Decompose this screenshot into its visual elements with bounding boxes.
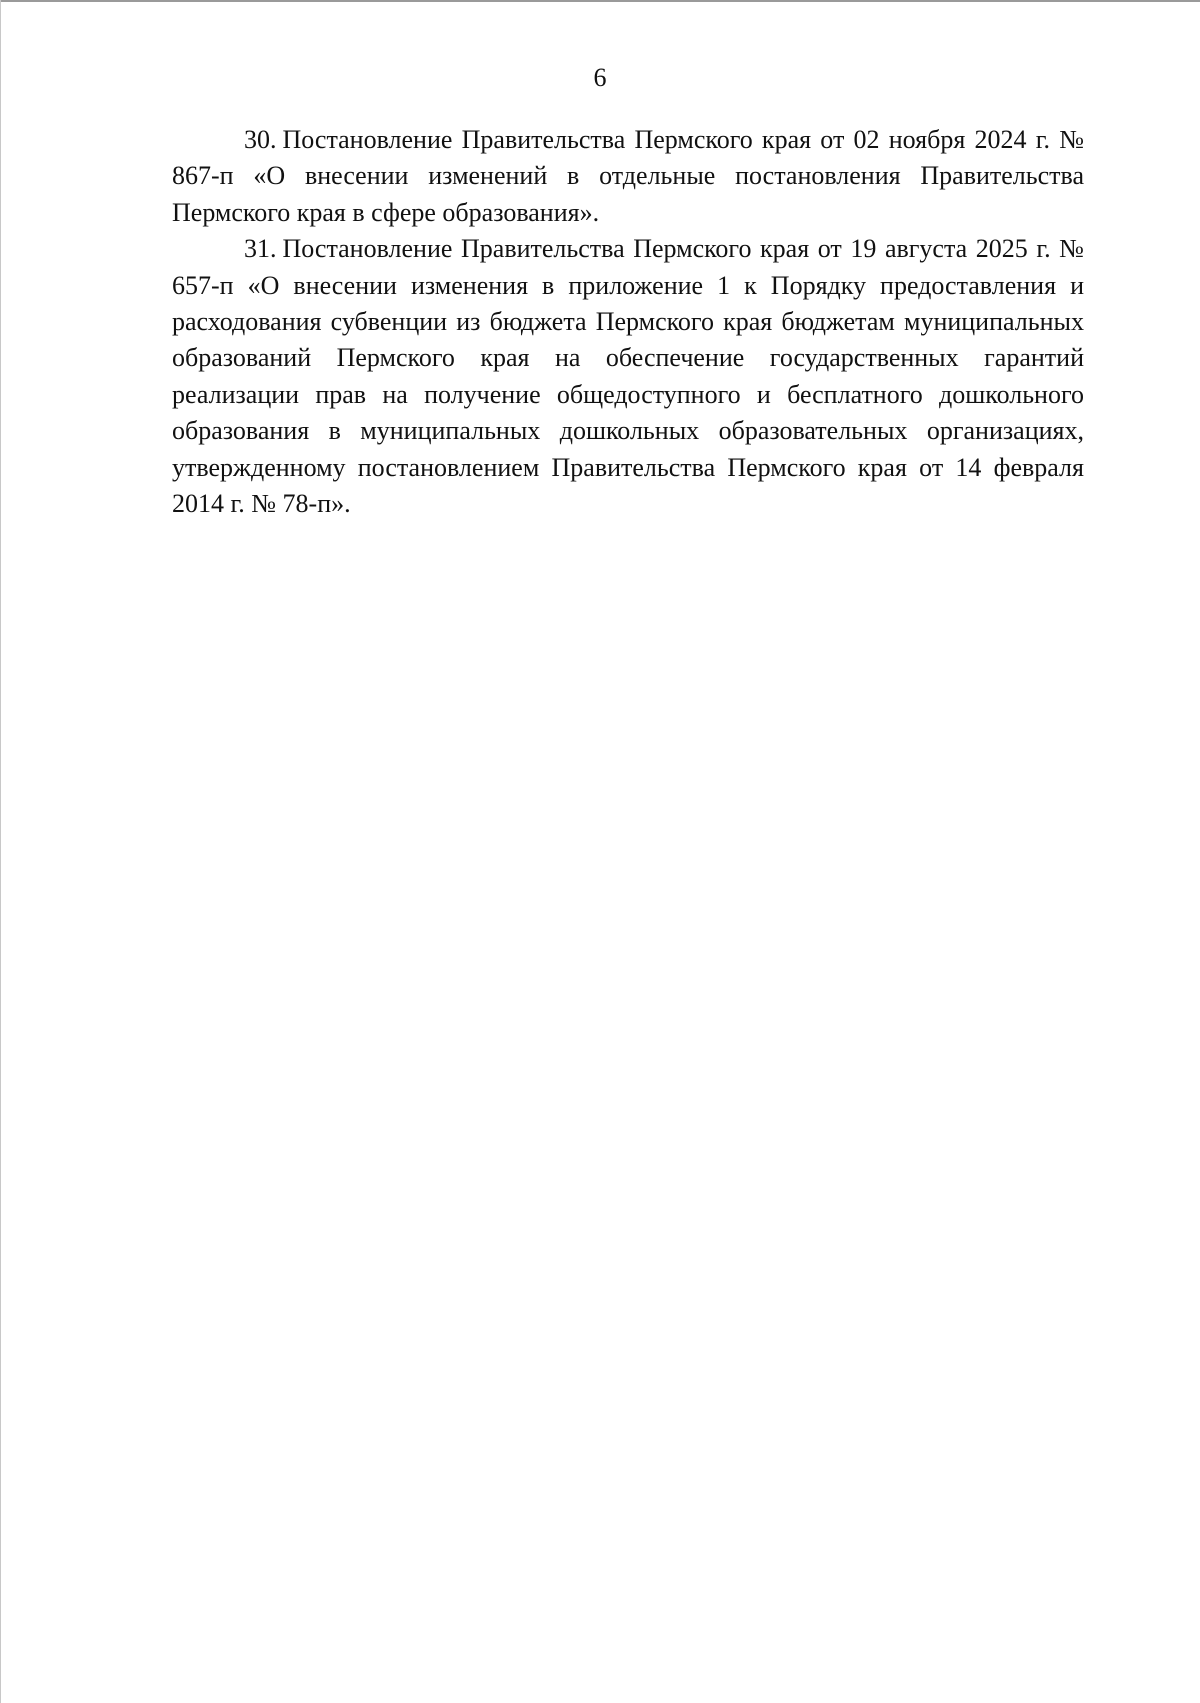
item-number: 31. [244,234,277,264]
document-body [172,122,1084,522]
scan-edge-top [0,0,1200,2]
item-text: Постановление Правительства Пермского края от 02 ноября 2024 г. № 867-п «О внесении изменений в отдельные постановления Правительства Пермского края в сфере образования». [172,125,1084,227]
list-item [172,122,1084,231]
item-number: 30. [244,125,277,154]
item-text: Постановление Правительства Пермского края от 19 августа 2025 г. № 657-п «О внесении изменения в приложение 1 к Порядку предоставления и расходования субвенции из бюджета Пермского края бюджетам муниципальных образований Пермского края на обеспечение государственных гарантий реализации прав на получение общедоступного и бесплатного дошкольного образования в муниципальных дошкольных образовательных организациях, утвержденному постановлением Правительства Пермского края от 14 февраля 2014 г. № 78-п». [172,234,1084,519]
page-number: 6 [593,63,607,92]
list-item [172,231,1084,522]
scan-edge-left [0,0,1,1703]
